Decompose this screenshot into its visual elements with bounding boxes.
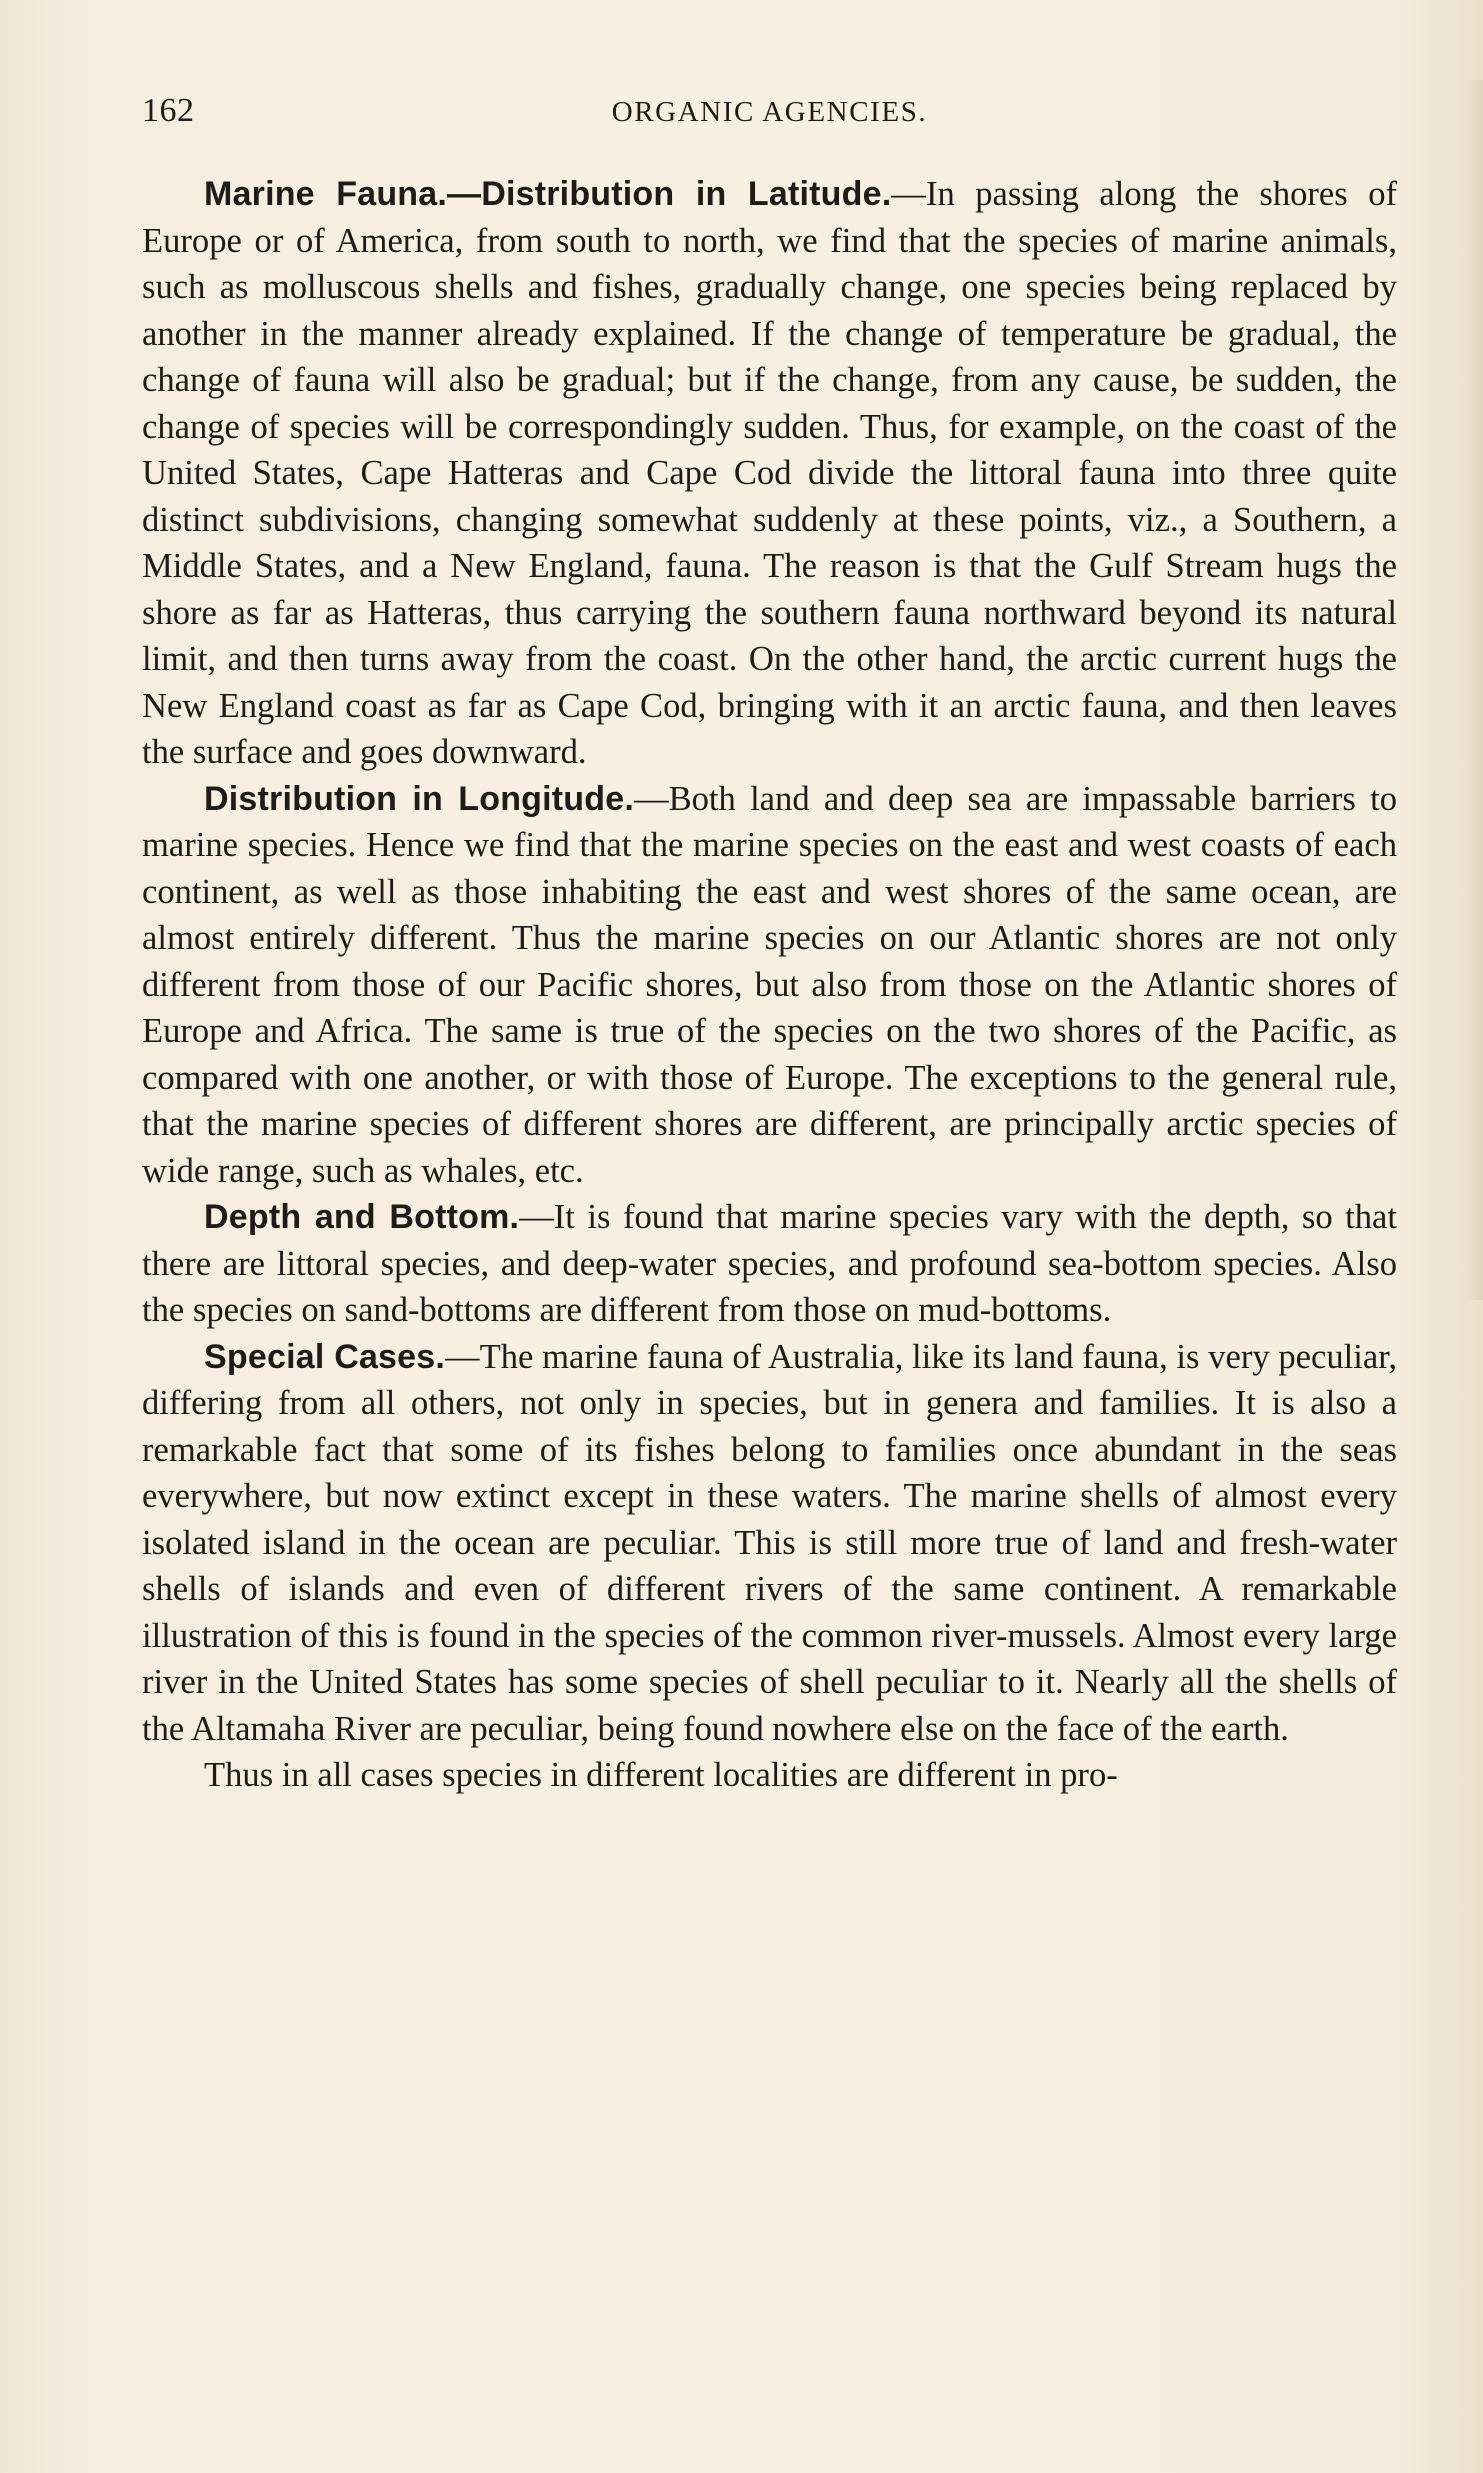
page-number: 162 [142, 92, 195, 129]
paragraph-text: Thus in all cases species in different localities are different in pro- [204, 1756, 1118, 1794]
section-heading: Distribution in Longitude. [204, 779, 634, 818]
paragraph-special-cases [142, 1334, 1397, 1753]
page-edge-shadow [1465, 80, 1483, 1300]
paragraph-conclusion [142, 1752, 1397, 1799]
paragraph-text: —The marine fauna of Australia, like its land fauna, is very peculiar, differing from all others, not only in species, but in genera and families. It is also a remarkable fact that some of its fishes belong to families once abundant in the seas everywhere, but now extinct except in these waters. The marine shells of almost every isolated island in the ocean are peculiar. This is still more true of land and fresh-water shells of islands and even of different rivers of the same continent. A remarkable illustration of this is found in the species of the common river-mussels. Almost every large river in the United States has some species of shell peculiar to it. Nearly all the shells of the Altamaha River are peculiar, being found nowhere else on the face of the earth. [142, 1337, 1397, 1748]
paragraph-depth-bottom [142, 1194, 1397, 1334]
body-text [142, 171, 1397, 1799]
section-heading: Special Cases. [204, 1337, 446, 1376]
paragraph-text: —In passing along the shores of Europe or of America, from south to north, we find that the species of marine animals, such as molluscous shells and fishes, gradually change, one species being replaced by another in the manner already explained. If the change of temperature be gradual, the change of fauna will also be gradual; but if the change, from any cause, be sudden, the change of species will be correspondingly sudden. Thus, for example, on the coast of the United States, Cape Hatteras and Cape Cod divide the littoral fauna into three quite distinct subdivisions, changing somewhat suddenly at these points, viz., a Southern, a Middle States, and a New England, fauna. The reason is that the Gulf Stream hugs the shore as far as Hatteras, thus carrying the southern fauna northward beyond its natural limit, and then turns away from the coast. On the other hand, the arctic current hugs the New England coast as far as Cape Cod, bringing with it an arctic fauna, and then leaves the surface and goes downward. [142, 175, 1397, 771]
section-heading: Depth and Bottom. [204, 1198, 520, 1236]
paragraph-text: —It is found that marine species vary with the depth, so that there are littoral species, and deep-water species, and profound sea-bottom species. Also the species on sand-bottoms are different from those on mud-bottoms. [142, 1198, 1397, 1329]
running-header [142, 92, 1397, 136]
section-heading: Marine Fauna.—Distribution in Latitude. [204, 175, 892, 213]
running-title: ORGANIC AGENCIES. [611, 96, 928, 128]
paragraph-longitude [142, 776, 1397, 1195]
paragraph-latitude [142, 171, 1397, 776]
paragraph-text: —Both land and deep sea are impassable barriers to marine species. Hence we find that the marine species on the east and west coasts of each continent, as well as those inhabiting the east and west shores of the same ocean, are almost entirely different. Thus the marine species on our Atlantic shores are not only different from those of our Pacific shores, but also from those on the Atlantic shores of Europe and Africa. The same is true of the species on the two shores of the Pacific, as compared with one another, or with those of Europe. The exceptions to the general rule, that the marine species of different shores are different, are principally arctic species of wide range, such as whales, etc. [142, 779, 1397, 1190]
